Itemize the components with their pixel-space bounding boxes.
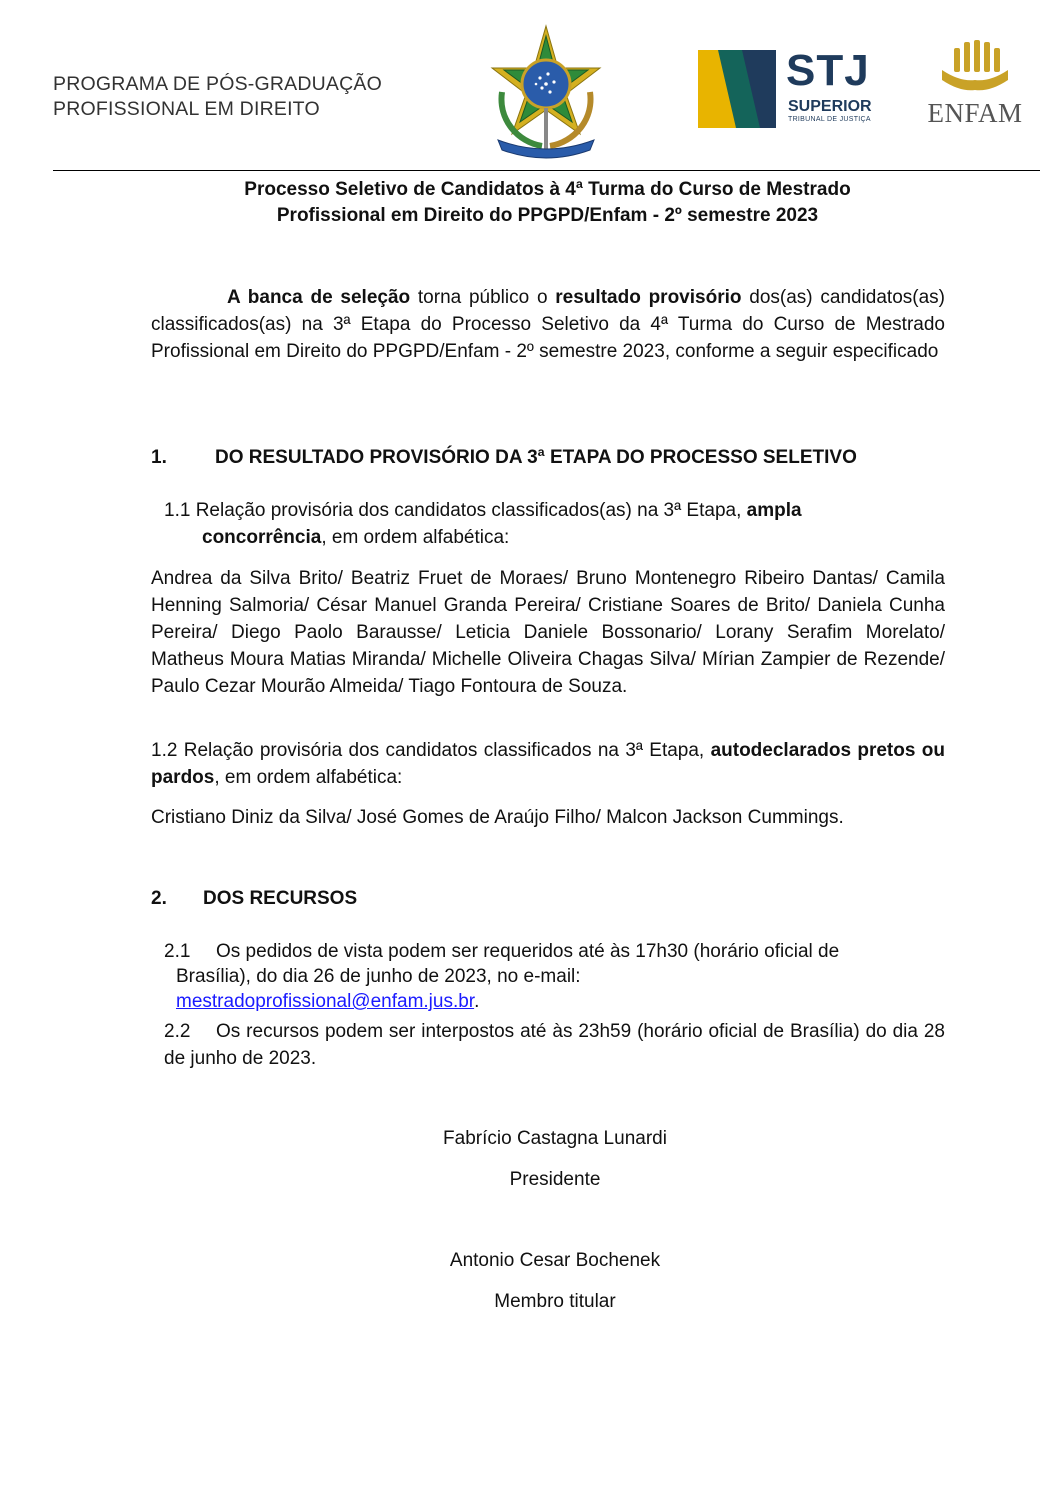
header-divider [53,170,1040,171]
signature-role: Presidente [509,1169,601,1190]
intro-bold-banca: A banca de seleção [227,287,411,308]
item-1-1-bold-b: concorrência [202,527,322,548]
item-1-1-text-end: , em ordem alfabética: [321,527,510,548]
section-2-heading [151,886,551,912]
signature-role: Membro titular [494,1291,616,1312]
item-2-1-number: 2.1 [164,941,191,962]
section-2-number: 2. [151,888,167,909]
item-1-1 [164,497,945,551]
enfam-book-icon [918,40,1032,98]
program-title [53,72,473,122]
stj-logo-title: STJ [786,46,870,95]
item-2-2-number: 2.2 [164,1021,191,1042]
brazil-coat-of-arms-icon [484,22,608,162]
item-1-1-number: 1.1 [164,500,191,521]
signature-name: Fabrício Castagna Lunardi [443,1128,667,1149]
enfam-logo-word: ENFAM [927,98,1023,128]
stj-logo-line2: TRIBUNAL DE JUSTIÇA [788,116,871,123]
candidates-list-ppp: Cristiano Diniz da Silva/ José Gomes de Araújo Filho/ Malcon Jackson Cummings. [151,807,844,828]
section-2-title: DOS RECURSOS [203,888,358,909]
intro-paragraph [151,284,945,365]
item-1-2-bold: autodeclarados pretos ou pardos [151,740,945,788]
stj-logo [698,46,888,128]
document-title-line2: Profissional em Direito do PPGPD/Enfam - 2º semestre 2023 [276,205,819,226]
item-1-2-text-end: , em ordem alfabética: [214,767,403,788]
item-1-2-text: Relação provisória dos candidatos classificados na 3ª Etapa, [177,740,711,761]
item-1-1-bold-a: ampla [746,500,802,521]
document-title [150,177,945,229]
section-1-heading [151,445,945,471]
item-1-1-text: Relação provisória dos candidatos classificados(as) na 3ª Etapa, [190,500,747,521]
intro-text1: torna público o [410,287,556,308]
program-title-line2: PROFISSIONAL EM DIREITO [53,98,320,120]
stj-logo-line1: SUPERIOR [788,98,872,115]
item-1-2 [151,737,945,791]
item-2-1-text: Os pedidos de vista podem ser requeridos até às 17h30 (horário oficial de [216,941,840,962]
intro-bold-resultado: resultado provisório [555,287,742,308]
program-title-line1: PROGRAMA DE PÓS-GRADUAÇÃO [53,73,382,95]
item-2-1 [164,939,945,1014]
item-2-1-text-cont: Brasília), do dia 26 de junho de 2023, no e-mail: [176,966,581,987]
document-title-line1: Processo Seletivo de Candidatos à 4ª Turma do Curso de Mestrado [244,179,851,200]
email-link[interactable]: mestradoprofissional@enfam.jus.br [176,991,475,1012]
signature-name: Antonio Cesar Bochenek [449,1250,661,1271]
item-2-2 [164,1018,945,1072]
section-1-number: 1. [151,447,167,468]
item-2-2-text: Os recursos podem ser interpostos até às 23h59 (horário oficial de Brasília) do dia 28 de junho de 2023. [164,1021,945,1069]
intro-text2: dos(as) candidatos(as) classificados(as) na 3ª Etapa do Processo Seletivo da 4ª Turma do Curso de Mestrado Profissional em Direito do PPGPD/Enfam - 2º semestre 2023, conforme a seguir especificado [151,287,945,362]
candidates-list-ampla: Andrea da Silva Brito/ Beatriz Fruet de Moraes/ Bruno Montenegro Ribeiro Dantas/ Camila Henning Salmoria/ César Manuel Granda Pereira/ Cristiane Soares de Brito/ Daniela Cunha Pereira/ Diego Paolo Barausse/ Leticia Daniele Bossonario/ Lorany Serafim Morelato/ Matheus Moura Matias Miranda/ Michelle Oliveira Chagas Silva/ Mírian Zampier de Rezende/ Paulo Cezar Mourão Almeida/ Tiago Fontoura de Souza. [151,568,945,697]
item-2-1-email-end: . [474,991,480,1012]
enfam-logo [918,40,1032,132]
item-1-2-number: 1.2 [151,740,178,761]
section-1-title: DO RESULTADO PROVISÓRIO DA 3ª ETAPA DO PROCESSO SELETIVO [215,447,857,468]
